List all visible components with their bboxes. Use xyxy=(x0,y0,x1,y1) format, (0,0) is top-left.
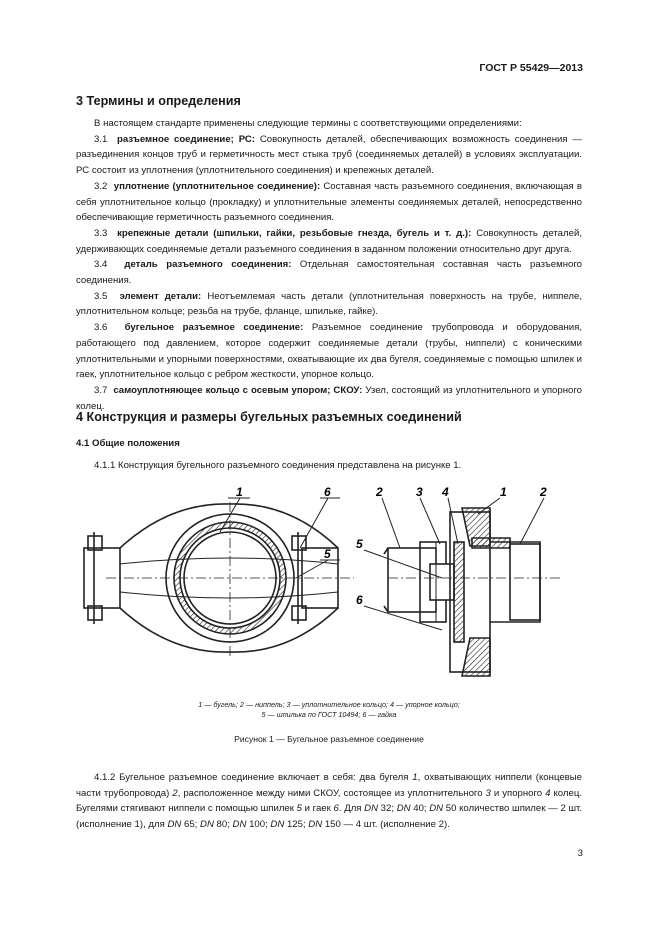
section-3-title: 3 Термины и определения xyxy=(76,94,241,108)
figure-1-caption: Рисунок 1 — Бугельное разъемное соединение xyxy=(234,734,424,744)
label-2-section-right: 2 xyxy=(540,485,547,499)
label-1-front: 1 xyxy=(236,485,243,499)
label-6-front: 6 xyxy=(324,485,331,499)
term-3-6: 3.6 бугельное разъемное соединение: Разъемное соединение трубопровода и оборудования, работающего под давлением, которое содержит соединяемые детали (трубы, ниппели) с коническими уплотнительными и упорными поверхностями, охватывающие их два бугеля, соединяемые с помощью шпилек и гаек, уплотнительное кольцо с ребром жесткости, упорное кольцо. xyxy=(76,322,582,381)
paragraph-4-1-2: 4.1.2 Бугельное разъемное соединение включает в себя: два бугеля 1, охватывающих ниппели (концевые части трубопровода) 2, расположенное между ними СКОУ, состоящее из уплотнительного 3 и упорного 4 колец. Бугелями стягивают ниппели с помощью шпилек 5 и гаек 6. Для DN 32; DN 40; DN 50 количество шпилек — 2 шт. (исполнение 1), для DN 65; DN 80; DN 100; DN 125; DN 150 — 4 шт. (исполнение 2). xyxy=(76,772,583,831)
label-3-section: 3 xyxy=(416,485,423,499)
clamp-section-view xyxy=(384,508,560,676)
page-number: 3 xyxy=(577,848,583,859)
label-6-section: 6 xyxy=(356,593,363,607)
term-3-2: 3.2 уплотнение (уплотнительное соединение): Составная часть разъемного соединения, включающая в себя уплотнительное кольцо (прокладку) и уплотнительные элементы соединяемых деталей, непосредственно обеспечивающие герметичность разъемного соединения. xyxy=(76,180,582,224)
legend-line-2: 5 — шпилька по ГОСТ 10494; 6 — гайка xyxy=(261,710,397,719)
label-5-front: 5 xyxy=(324,547,331,561)
subsection-4-1-title: 4.1 Общие положения xyxy=(76,438,180,449)
label-4-section: 4 xyxy=(442,485,449,499)
section-4-title: 4 Конструкция и размеры бугельных разъемных соединений xyxy=(76,410,462,424)
figure-1-drawing xyxy=(70,482,590,702)
term-3-5: 3.5 элемент детали: Неотъемлемая часть детали (уплотнительная поверхность на трубе, ниппеле, уплотнительном кольце; резьба на трубе, фланце, шпильке, гайке). xyxy=(76,290,582,318)
legend-line-1: 1 — бугель; 2 — ниппель; 3 — уплотнительное кольцо; 4 — упорное кольцо; xyxy=(198,700,460,709)
term-3-7: 3.7 самоуплотняющее кольцо с осевым упором; СКОУ: Узел, состоящий из уплотнительного и упорного колец. xyxy=(76,384,582,412)
paragraph-4-1-1: 4.1.1 Конструкция бугельного разъемного соединения представлена на рисунке 1. xyxy=(94,460,462,471)
document-id: ГОСТ Р 55429—2013 xyxy=(479,62,583,74)
label-2-section-left: 2 xyxy=(376,485,383,499)
term-3-4: 3.4 деталь разъемного соединения: Отдельная самостоятельная составная часть разъемного соединения. xyxy=(76,259,582,287)
label-1-section: 1 xyxy=(500,485,507,499)
clamp-front-view xyxy=(84,502,354,658)
term-3-3: 3.3 крепежные детали (шпильки, гайки, резьбовые гнезда, бугель и т. д.): Совокупность деталей, удерживающих соединяемые детали разъемного соединения в заданном положении относительно друг друга. xyxy=(76,227,582,255)
label-5-section: 5 xyxy=(356,537,363,551)
term-3-1: 3.1 разъемное соединение; РС: Совокупность деталей, обеспечивающих возможность соединения — разъединения концов труб и герметичность мест стыка труб (соединяемых деталей) в условиях эксплуатации. РС состоит из уплотнения (уплотнительного соединения) и крепежных деталей. xyxy=(76,133,582,177)
figure-1-legend xyxy=(76,700,582,720)
section-3-body xyxy=(76,116,582,414)
section-3-intro: В настоящем стандарте применены следующие термины с соответствующими определениями: xyxy=(94,118,522,129)
